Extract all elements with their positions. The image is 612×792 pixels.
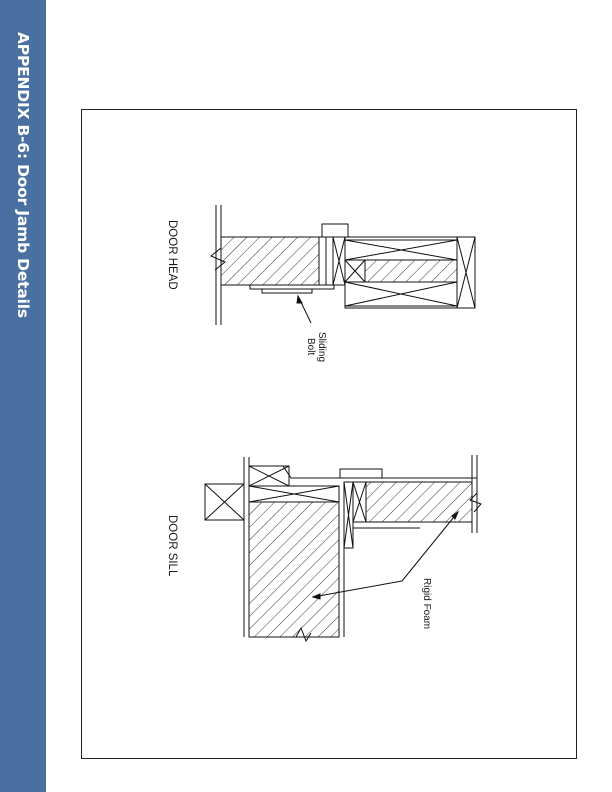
- door-head-label: DOOR HEAD: [166, 220, 178, 290]
- door-sill-label: DOOR SILL: [166, 515, 178, 577]
- sill-hatched-block: [249, 502, 339, 637]
- door-head-detail: [211, 205, 475, 325]
- sill-top-cap: [340, 469, 382, 478]
- head-top-cap: [322, 224, 348, 237]
- rigid-foam-label: Rigid Foam: [421, 578, 432, 630]
- appendix-title: APPENDIX B-6: Door Jamb Details: [14, 32, 32, 318]
- sill-threshold: [283, 466, 339, 478]
- door-sill-detail: [205, 455, 481, 641]
- head-middle-hatch: [365, 260, 457, 282]
- sliding-bolt: [250, 285, 334, 289]
- sliding-bolt-label-line2: Bolt: [305, 338, 316, 356]
- sliding-bolt-label-line1: Sliding: [316, 332, 327, 363]
- head-hatched-header: [221, 237, 319, 285]
